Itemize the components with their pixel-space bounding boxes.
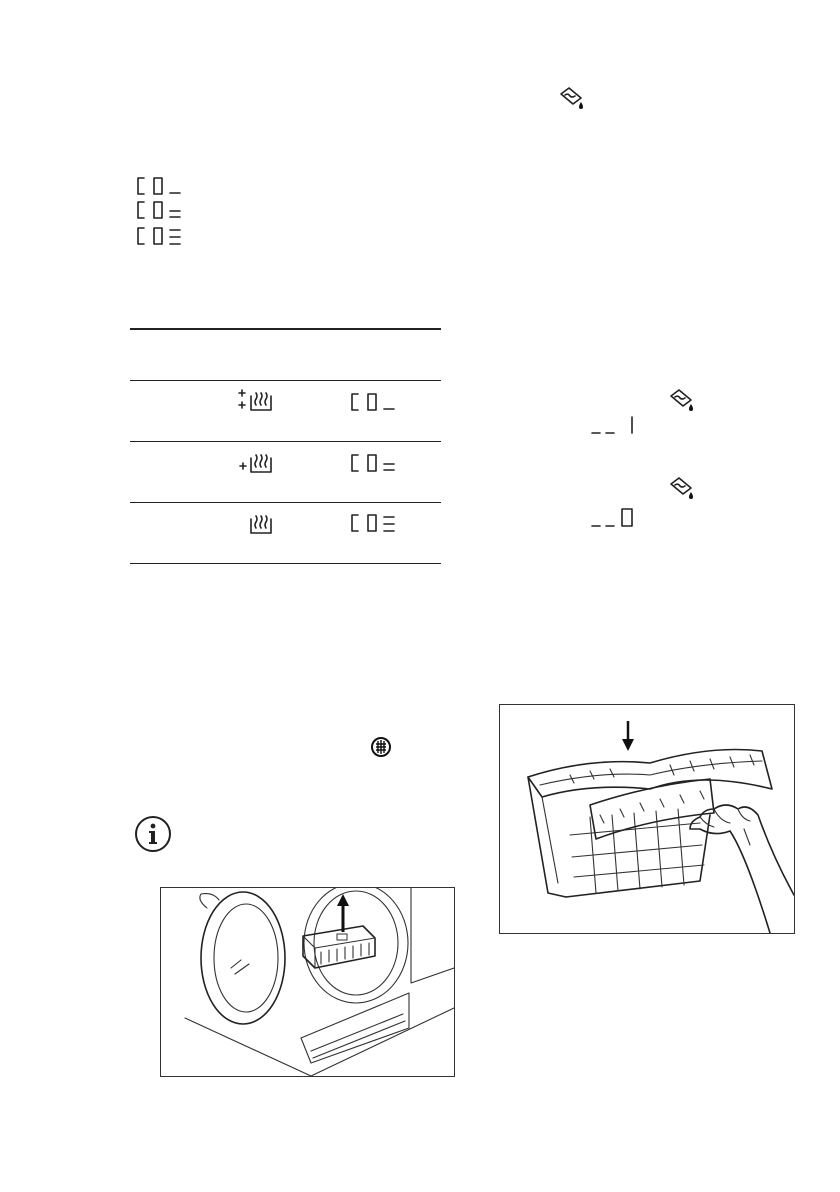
lcd-display-0 [590,506,640,530]
extra-dry-icon [236,388,276,414]
water-container-icon [667,386,699,414]
lcd-code-2 [136,200,186,220]
table-top-rule [130,328,441,330]
lcd-code-row1 [350,392,400,412]
water-container-icon [557,84,589,112]
more-dry-icon [236,450,276,476]
lcd-code-1 [136,176,186,196]
figure-filter-removal [499,704,795,934]
table-row-rule [130,502,441,503]
figure-dryer-filter [160,887,455,1077]
filter-icon [370,736,392,758]
table-row-rule [130,380,441,381]
lcd-display-1 [590,414,640,436]
info-icon [134,815,172,853]
table-row-rule [130,441,441,442]
table-bottom-rule [130,563,441,564]
lcd-code-row2 [350,453,400,473]
lcd-code-3 [136,226,186,248]
lcd-code-row3 [350,513,400,535]
water-container-icon [667,474,699,502]
normal-dry-icon [236,511,276,537]
